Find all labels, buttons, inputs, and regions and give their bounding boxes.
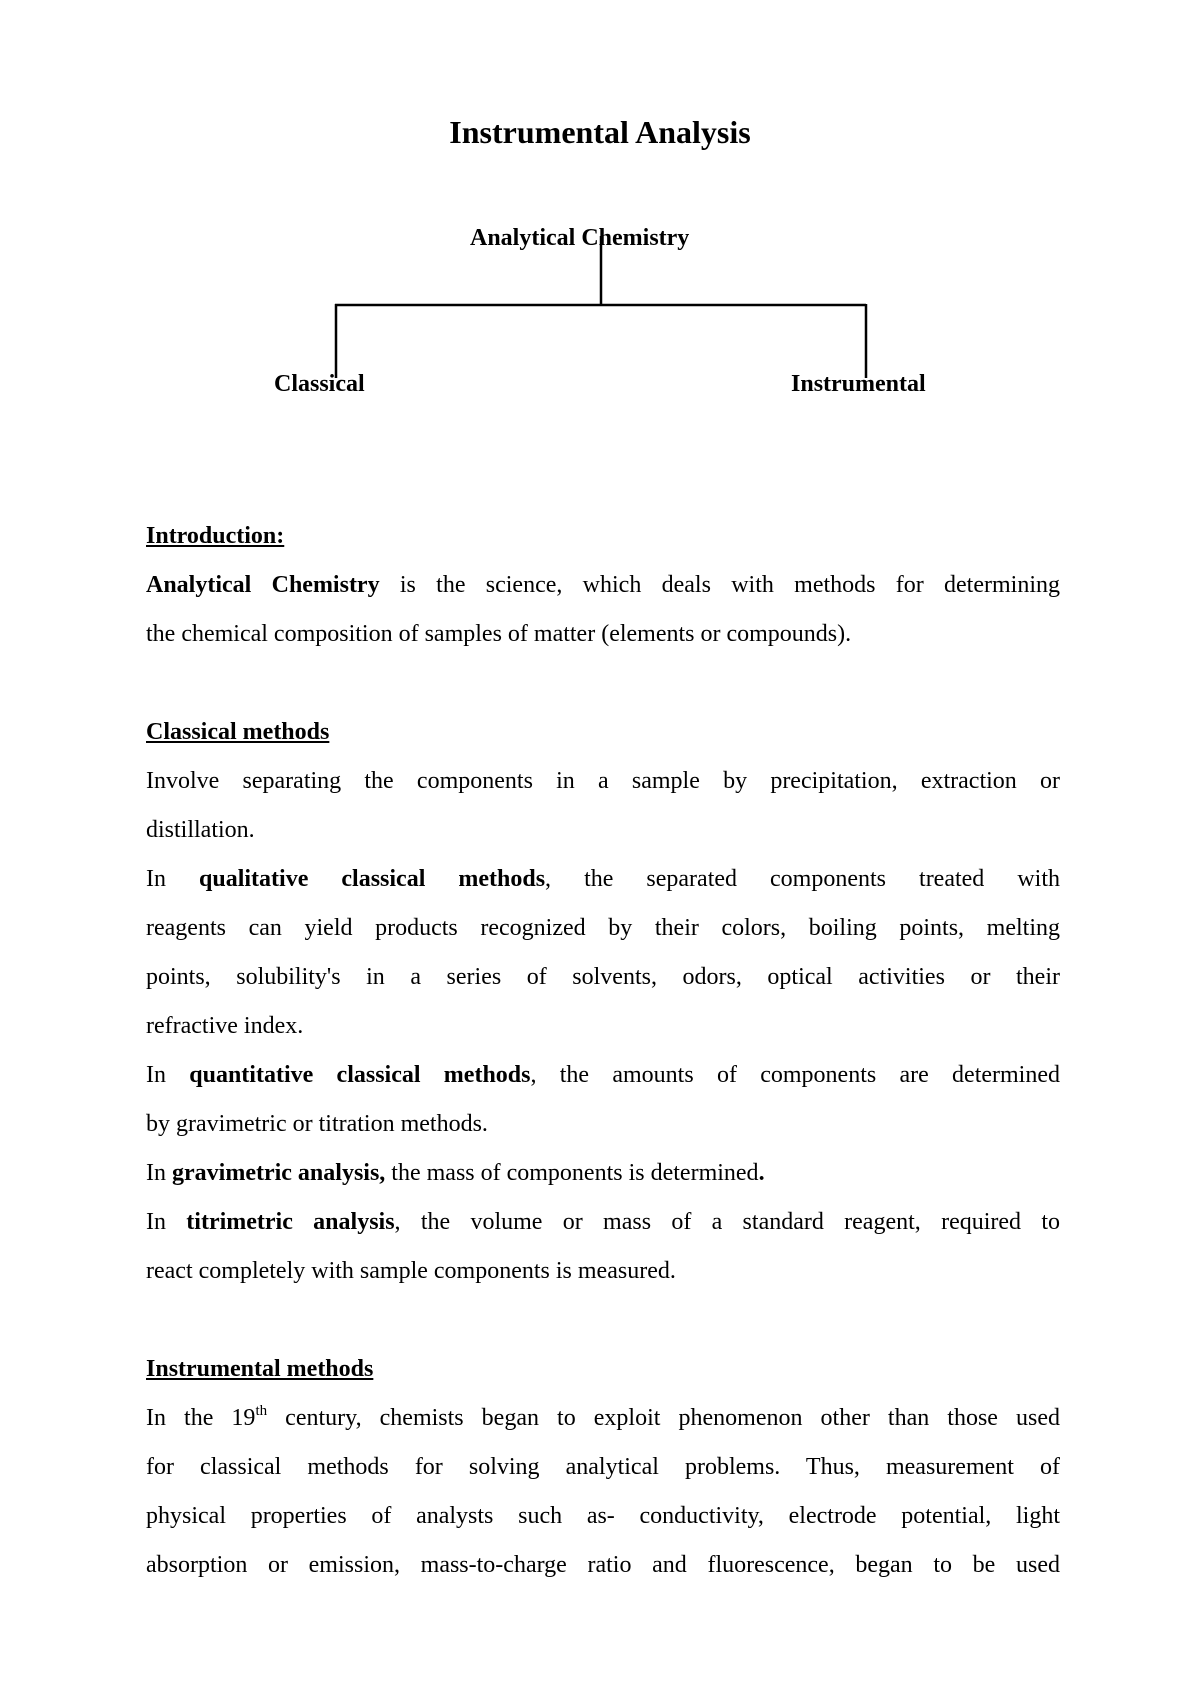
instrumental-line-4: absorption or emission, mass-to-charge ratio and fluorescence, began to be used bbox=[146, 1552, 1060, 1578]
classical-p2-line-3: points, solubility's in a series of solvents, odors, optical activities or their bbox=[146, 964, 1060, 990]
classical-p4-line-1: In gravimetric analysis, the mass of components is determined. bbox=[146, 1160, 765, 1186]
classical-p1-line-1: Involve separating the components in a sample by precipitation, extraction or bbox=[146, 768, 1060, 794]
intro-line-1: Analytical Chemistry is the science, which deals with methods for determining bbox=[146, 572, 1060, 598]
page-title: Instrumental Analysis bbox=[449, 114, 751, 150]
term-quantitative: quantitative classical methods bbox=[189, 1062, 531, 1088]
classification-tree-lines bbox=[0, 0, 1200, 420]
classical-p5-line-1: In titrimetric analysis, the volume or mass of a standard reagent, required to bbox=[146, 1209, 1060, 1235]
classical-p2-line-4: refractive index. bbox=[146, 1013, 304, 1039]
document-body bbox=[146, 512, 1060, 1590]
classical-p2-line-2: reagents can yield products recognized by their colors, boiling points, melting bbox=[146, 915, 1060, 941]
classical-p1-line-2: distillation. bbox=[146, 817, 255, 843]
term-gravimetric: gravimetric analysis, bbox=[172, 1160, 386, 1186]
term-qualitative: qualitative classical methods bbox=[199, 866, 546, 892]
tree-node-analytical-chemistry: Analytical Chemistry bbox=[470, 225, 690, 251]
instrumental-line-3: physical properties of analysts such as- conductivity, electrode potential, light bbox=[146, 1503, 1060, 1529]
instrumental-line-2: for classical methods for solving analytical problems. Thus, measurement of bbox=[146, 1454, 1060, 1480]
classical-p3-line-1: In quantitative classical methods, the amounts of components are determined bbox=[146, 1062, 1060, 1088]
tree-node-classical: Classical bbox=[274, 371, 365, 397]
section-heading-classical: Classical methods bbox=[146, 719, 330, 745]
term-titrimetric: titrimetric analysis bbox=[186, 1209, 395, 1235]
section-heading-instrumental: Instrumental methods bbox=[146, 1356, 374, 1382]
term-analytical-chemistry: Analytical Chemistry bbox=[146, 572, 380, 598]
classical-p3-line-2: by gravimetric or titration methods. bbox=[146, 1111, 488, 1137]
tree-node-instrumental: Instrumental bbox=[791, 371, 926, 397]
intro-line-2: the chemical composition of samples of matter (elements or compounds). bbox=[146, 621, 852, 647]
classical-p5-line-2: react completely with sample components is measured. bbox=[146, 1258, 676, 1284]
section-heading-introduction: Introduction: bbox=[146, 523, 285, 549]
instrumental-line-1: In the 19th century, chemists began to exploit phenomenon other than those used bbox=[146, 1403, 1061, 1431]
classical-p2-line-1: In qualitative classical methods, the separated components treated with bbox=[146, 866, 1060, 892]
